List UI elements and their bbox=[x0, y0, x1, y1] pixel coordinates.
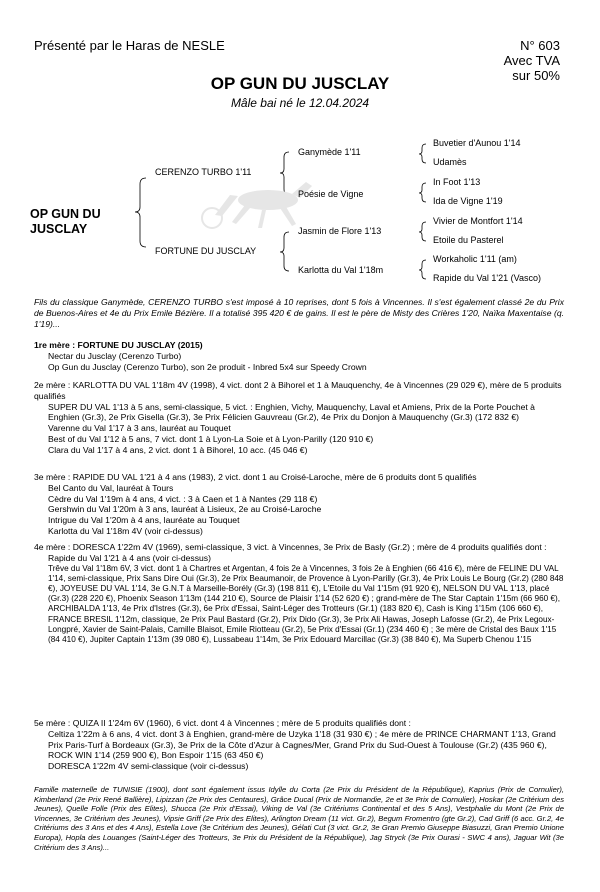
dam1-section bbox=[34, 340, 564, 372]
dam4-title: 4e mère : DORESCA 1'22m 4V (1969), semi-classique, 3 vict. à Vincennes, 3e Prix de Basly (Gr.2) ; mère de 4 produits qualifiés dont : bbox=[34, 542, 547, 552]
bracket-subject bbox=[135, 178, 146, 247]
pedigree-g8: Rapide du Val 1'21 (Vasco) bbox=[433, 273, 541, 283]
pedigree-g5: Vivier de Montfort 1'14 bbox=[433, 216, 523, 226]
subject-line2: JUSCLAY bbox=[30, 222, 88, 236]
pedigree-sire: CERENZO TURBO 1'11 bbox=[155, 167, 252, 177]
dam1-line: Nectar du Jusclay (Cerenzo Turbo) bbox=[48, 350, 182, 361]
dam3-line: Intrigue du Val 1'20m à 4 ans, lauréate au Touquet bbox=[48, 515, 240, 526]
presenter: Présenté par le Haras de NESLE bbox=[34, 38, 225, 53]
bracket-g4 bbox=[419, 260, 426, 279]
dam5-title: 5e mère : QUIZA II 1'24m 6V (1960), 6 vict. dont 4 à Vincennes ; mère de 5 produits qualifiés dont : bbox=[34, 718, 411, 728]
dam1-title: 1re mère : FORTUNE DU JUSCLAY (2015) bbox=[34, 340, 203, 350]
sire-intro: Fils du classique Ganymède, CERENZO TURBO s'est imposé à 10 reprises, dont 5 fois à Vincennes. Il s'est également classé 2e du Prix de Buenos-Aires et 4e du Prix Emile Bézière. Il a totalisé 395 420 € de gains. Il est le père de Misty des Crières 1'20, Naïka Maxentaise (q. 1'19)... bbox=[34, 297, 564, 330]
reserve-note: sur 50% bbox=[512, 68, 560, 83]
dam1-line: Op Gun du Jusclay (Cerenzo Turbo), son 2e produit - Inbred 5x4 sur Speedy Crown bbox=[48, 361, 367, 372]
pedigree-g2: Udamès bbox=[433, 157, 467, 167]
dam3-line: Karlotta du Val 1'18m 4V (voir ci-dessus) bbox=[48, 525, 203, 536]
dam5-section bbox=[34, 718, 564, 772]
vat-note: Avec TVA bbox=[503, 53, 560, 68]
pedigree-g4: Ida de Vigne 1'19 bbox=[433, 196, 503, 206]
dam3-line: Cèdre du Val 1'19m à 4 ans, 4 vict. : 3 à Caen et 1 à Nantes (29 118 €) bbox=[48, 493, 318, 504]
dam4-line: Rapide du Val 1'21 à 4 ans (voir ci-dessus) bbox=[48, 552, 211, 563]
dam5-line: DORESCA 1'22m 4V semi-classique (voir ci-dessus) bbox=[48, 761, 249, 772]
dam2-line: Clara du Val 1'17 à 4 ans, 2 vict. dont 1 à Bihorel, 10 acc. (45 046 €) bbox=[48, 444, 308, 455]
pedigree-dam-dam: Karlotta du Val 1'18m bbox=[298, 265, 384, 275]
dam4-section bbox=[34, 542, 564, 645]
pedigree-g6: Etoile du Pasterel bbox=[433, 235, 504, 245]
dam4-line: Trêve du Val 1'18m 6V, 3 vict. dont 1 à Chartres et Argentan, 4 fois 2e à Vincennes, 3 fois 2e à Enghien (66 416 €), mère de FELINE DU VAL 1'14, semi-classique, Prix Sans Dire Oui (Gr.3), 2e Prix Beaumanoir, de Provence à Lyon-Parilly (Gr.3), 4e Prix Louis Le Bourg (Gr.2) (280 848 €), JOYEUSE DU VAL 1'14, 3e G.N.T à Marseille-Borély (Gr.3) (198 811 €), L'Etoile du Val 1'15m (91 920 €), NELSON DU VAL 1'13, placé (Gr.3) (228 220 €), Phoenix Season 1'13m (144 210 €), Source de Plaisir 1'14 (52 620 €) ; grand-mère de The Star Captain 1'15m (66 960 €), ARCHIBALDA 1'13, 4e Prix d'Istres (Gr.3), 6e Prix d'Essai, Saint-Léger des Trotteurs (Gr.1) (183 820 €), Cash is King 1'15m (106 660 €), FRANCE BRESIL 1'12m, classique, 2e Prix Paul Bastard (Gr.2), Prix Dido (Gr.3), 3e Prix Ali Hawas, Joseph Lafosse (Gr.2), 4e Prix Legoux-Longpré, Xavier de Saint-Palais, Camille Blaisot, Emile Riotteau (Gr.2), 5e Prix d'Essai (Gr.1) (234 460 €) ; 3e mère de Cristal des Baux 1'15 (84 410 €), Jupiter Captain 1'13m (39 080 €), Lussabeau 1'14m, 3e Prix Edouard Marcillac (Gr.3) (38 840 €), Ma Superb Chenou 1'15 bbox=[48, 563, 564, 645]
bracket-dam bbox=[280, 232, 289, 271]
pedigree-dam-sire: Jasmin de Flore 1'13 bbox=[298, 226, 382, 236]
trotter-watermark bbox=[202, 182, 312, 228]
dam2-line: SUPER DU VAL 1'13 à 5 ans, semi-classique, 5 vict. : Enghien, Vichy, Mauquenchy, Laval et Amiens, Prix de la Porte Pouchet à Enghien (Gr.3), 2e Prix Gisella (Gr.3), 3e Prix Félicien Gauvreau (Gr.2), 4e Prix du Donjon à Mauquenchy (Gr.3) (172 832 €) bbox=[48, 401, 535, 423]
dam3-section bbox=[34, 472, 564, 537]
lot-number: N° 603 bbox=[520, 38, 560, 53]
pedigree-g3: In Foot 1'13 bbox=[433, 177, 481, 187]
dam5-line: Celtiza 1'22m à 6 ans, 4 vict. dont 3 à Enghien, grand-mère de Uzyka 1'18 (31 930 €) ; 4e mère de PRINCE CHARMANT 1'13, Grand Prix Paris-Turf à Bordeaux (Gr.3), 3e Prix de la Côte d'Azur à Cagnes/Mer, Grand Prix du Sud-Ouest à Toulouse (Gr.2) (435 960 €), ROCK WIN 1'14 (259 900 €), Bon Espoir 1'15 (63 450 €) bbox=[48, 728, 556, 761]
horse-subtitle: Mâle bai né le 12.04.2024 bbox=[230, 96, 370, 110]
bracket-g3 bbox=[419, 222, 426, 241]
pedigree-sire-sire: Ganymède 1'11 bbox=[298, 147, 361, 157]
bracket-g2 bbox=[419, 183, 426, 202]
maternal-family-note: Famille maternelle de TUNISIE (1900), dont sont également issus Idylle du Corta (2e Prix du Président de la République), Kaprius (Prix de Cornulier), Kimberland (2e Prix René Ballière), Lipizzan (2e Prix des Centaures), Grâce Ducal (Prix de Normandie, 2e et 3e Prix de Cornulier), Hoskar (2e Critérium des Jeunes), Quelle Folle (Prix des Elites), Shucca (2e Prix d'Essai), Viking de Val (3e Critériums Continental et des 5 Ans), Vestphalie du Mont (2e Prix de Vincennes, 3e Critérium des Jeunes), Vipsie Griff (2e Prix des Elites), Arlington Dream (11 vict. Gr.2), Begum Fromentro (gte Gr.2), Cad Griff (6 acc. Gr.2, 4e Critériums des 3 Ans et des 4 Ans), Estella Love (3e Critérium des Jeunes), Gélati Cut (3 vict. Gr.2, 3e Gran Premio Giuseppe Biasuzzi, Gran Premio Unione Europa), Hopla des Louanges (Saint-Léger des Trotteurs, 3e Prix du Président de la République), Jag Stryck (3e Prix Ourasi - SWC 4 ans), Jaguar Wit (3e Critérium des 3 Ans)... bbox=[34, 785, 564, 852]
bracket-sire bbox=[280, 152, 289, 195]
dam2-line: Best of du Val 1'12 à 5 ans, 7 vict. dont 1 à Lyon-La Soie et à Lyon-Parilly (120 910 €) bbox=[48, 433, 374, 444]
subject-line1: OP GUN DU bbox=[30, 207, 101, 221]
bracket-g1 bbox=[419, 144, 426, 163]
pedigree-g1: Buvetier d'Aunou 1'14 bbox=[433, 138, 521, 148]
dam2-title: 2e mère : KARLOTTA DU VAL 1'18m 4V (1998), 4 vict. dont 2 à Bihorel et 1 à Mauquenchy, 4e à Vincennes (29 029 €), mère de 5 produits qualifiés bbox=[34, 380, 562, 401]
dam3-line: Bel Canto du Val, lauréat à Tours bbox=[48, 482, 174, 493]
dam3-line: Gershwin du Val 1'20m à 3 ans, lauréat à Lisieux, 2e au Croisé-Laroche bbox=[48, 504, 322, 515]
pedigree-subject bbox=[30, 207, 101, 237]
horse-name: OP GUN DU JUSCLAY bbox=[210, 74, 390, 93]
dam2-section bbox=[34, 380, 564, 456]
dam3-title: 3e mère : RAPIDE DU VAL 1'21 à 4 ans (1983), 2 vict. dont 1 au Croisé-Laroche, mère de 6 produits dont 5 qualifiés bbox=[34, 472, 477, 482]
pedigree-sire-dam: Poésie de Vigne bbox=[298, 189, 364, 199]
pedigree-dam: FORTUNE DU JUSCLAY bbox=[155, 246, 257, 256]
pedigree-g7: Workaholic 1'11 (am) bbox=[433, 254, 517, 264]
dam2-line: Varenne du Val 1'17 à 3 ans, lauréat au Touquet bbox=[48, 423, 231, 434]
